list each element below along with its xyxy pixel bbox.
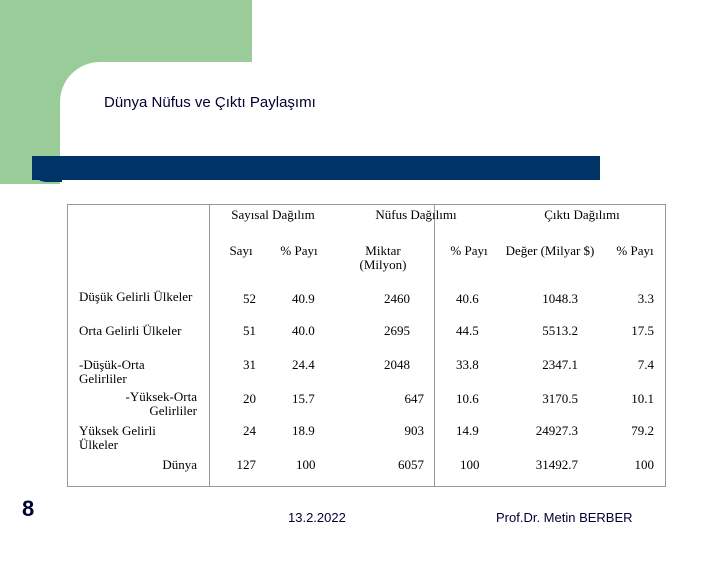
subheader-pay: % Payı [616,244,654,258]
cell-pay: 100 [460,457,480,472]
row-label: Düşük Gelirli Ülkeler [79,290,193,304]
cell-miktar: 6057 [398,457,424,472]
cell-pay: 15.7 [292,391,315,406]
cell-sayi: 127 [236,457,256,472]
cell-sayi: 24 [243,423,256,438]
subheader-sayi: Sayı [229,243,253,258]
row-label: -Düşük-Orta Gelirliler [79,358,145,386]
cell-pay: 14.9 [456,423,479,438]
row-label: Yüksek Gelirli Ülkeler [79,424,156,452]
slide-date: 13.2.2022 [288,510,346,525]
cell-miktar: 903 [404,423,424,438]
cell-deger: 1048.3 [542,291,578,306]
cell-deger: 5513.2 [542,323,578,338]
cell-miktar: 2048 [384,357,410,372]
header-nufus-dagilimi: Nüfus Dağılımı [375,207,457,222]
cell-pay: 10.1 [631,391,654,406]
cell-deger: 24927.3 [535,423,578,438]
cell-pay: 10.6 [456,391,479,406]
cell-pay: 40.6 [456,291,479,306]
cell-pay: 3.3 [637,291,654,306]
row-label: Orta Gelirli Ülkeler [79,324,182,338]
cell-sayi: 52 [243,291,256,306]
table-divider-line [209,204,210,486]
cell-deger: 31492.7 [535,457,578,472]
cell-sayi: 51 [243,323,256,338]
subheader-pay: % Payı [450,244,488,258]
cell-pay: 18.9 [292,423,315,438]
header-cikti-dagilimi: Çıktı Dağılımı [544,207,620,222]
header-sayisal-dagilim: Sayısal Dağılım [231,207,315,222]
subheader-deger: Değer (Milyar $) [505,244,595,258]
page-number: 8 [22,496,35,521]
subheader-pay: % Payı [280,244,318,258]
cell-deger: 3170.5 [542,391,578,406]
cell-pay: 40.0 [292,323,315,338]
cell-pay: 33.8 [456,357,479,372]
subheader-miktar: Miktar (Milyon) [359,244,407,272]
title-divider-bar [32,156,600,180]
slide-title: Dünya Nüfus ve Çıktı Paylaşımı [104,94,316,111]
cell-miktar: 2460 [384,291,410,306]
cell-pay: 7.4 [637,357,654,372]
cell-pay: 44.5 [456,323,479,338]
cell-deger: 2347.1 [542,357,578,372]
cell-pay: 17.5 [631,323,654,338]
row-label: Dünya [162,457,197,472]
cell-pay: 40.9 [292,291,315,306]
cell-pay: 79.2 [631,423,654,438]
cell-miktar: 2695 [384,323,410,338]
cell-sayi: 31 [243,357,256,372]
title-divider-cap [32,156,62,182]
slide-author: Prof.Dr. Metin BERBER [496,510,633,525]
table-divider-line [434,204,435,486]
row-label: -Yüksek-Orta Gelirliler [125,390,197,418]
cell-pay: 24.4 [292,357,315,372]
cell-pay: 100 [296,457,316,472]
cell-miktar: 647 [404,391,424,406]
cell-sayi: 20 [243,391,256,406]
cell-pay: 100 [634,457,654,472]
